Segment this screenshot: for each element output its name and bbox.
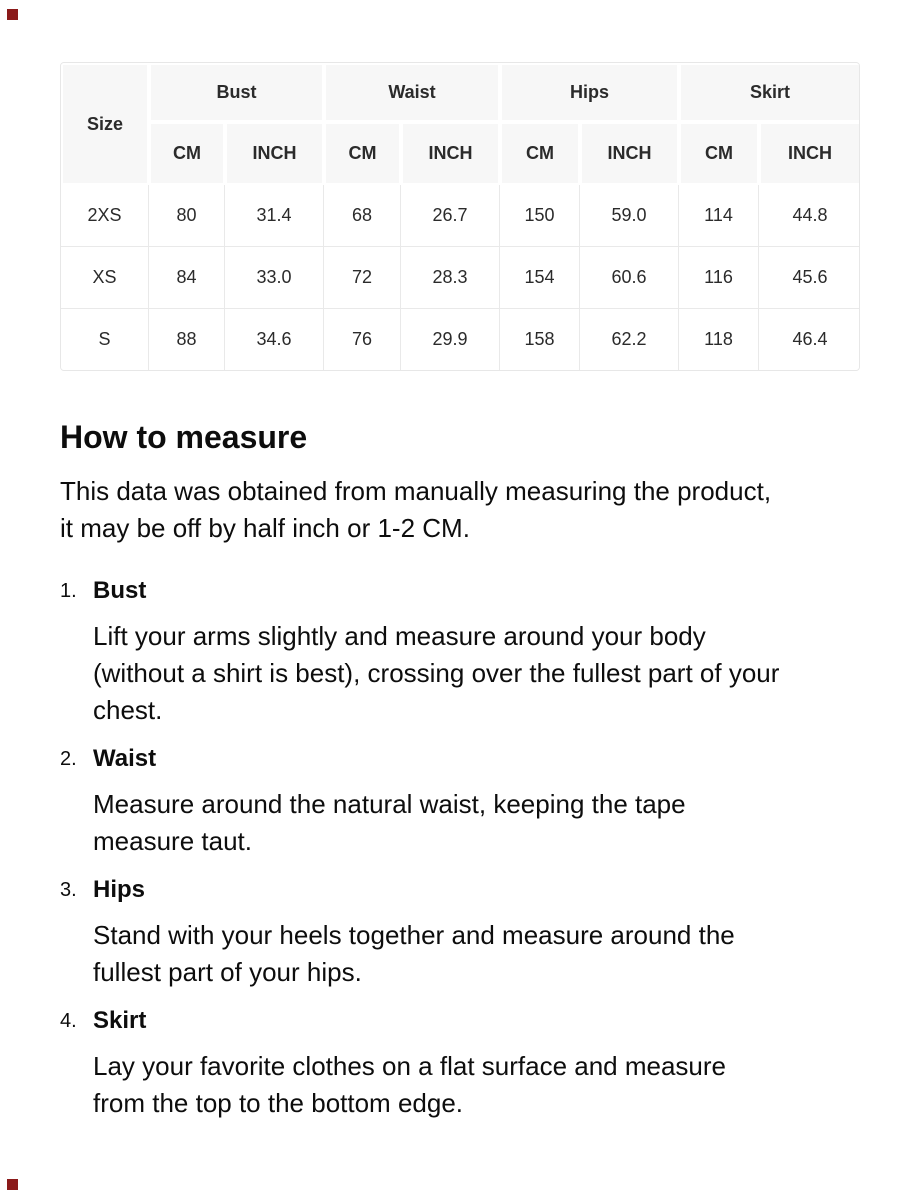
value-cell: 154 (500, 247, 580, 309)
unit-header-inch: INCH (580, 122, 679, 185)
measure-step-hips (60, 874, 860, 991)
table-row-s (61, 309, 860, 370)
measure-step-waist (60, 743, 860, 860)
value-cell: 34.6 (225, 309, 324, 370)
value-cell: 84 (149, 247, 225, 309)
step-title: Waist (93, 745, 157, 772)
column-header-hips: Hips (500, 63, 679, 122)
size-cell: S (61, 309, 149, 370)
value-cell: 68 (324, 185, 401, 247)
step-description: Stand with your heels together and measure around the fullest part of your hips. (93, 920, 735, 987)
step-number: 4. (60, 1010, 77, 1032)
table-row-2xs (61, 185, 860, 247)
step-title: Bust (93, 577, 147, 604)
corner-marker-top (7, 9, 18, 20)
measure-step-bust (60, 575, 860, 729)
intro-line: it may be off by half inch or 1-2 CM. (60, 513, 470, 543)
measure-step-skirt (60, 1005, 860, 1122)
unit-header-cm: CM (500, 122, 580, 185)
step-content (93, 743, 860, 860)
value-cell: 114 (679, 185, 759, 247)
value-cell: 118 (679, 309, 759, 370)
value-cell: 80 (149, 185, 225, 247)
value-cell: 45.6 (759, 247, 860, 309)
column-header-waist: Waist (324, 63, 500, 122)
unit-header-cm: CM (149, 122, 225, 185)
step-content (93, 874, 860, 991)
size-chart (60, 62, 860, 371)
step-description: Measure around the natural waist, keeping the tape measure taut. (93, 789, 686, 856)
measure-intro-text (60, 473, 860, 547)
unit-header-inch: INCH (401, 122, 500, 185)
corner-marker-bottom (7, 1179, 18, 1190)
size-cell: 2XS (61, 185, 149, 247)
unit-header-cm: CM (679, 122, 759, 185)
value-cell: 31.4 (225, 185, 324, 247)
size-cell: XS (61, 247, 149, 309)
value-cell: 88 (149, 309, 225, 370)
unit-header-cm: CM (324, 122, 401, 185)
step-number: 2. (60, 748, 77, 770)
value-cell: 28.3 (401, 247, 500, 309)
unit-header-inch: INCH (759, 122, 860, 185)
step-number: 1. (60, 580, 77, 602)
table-row-xs (61, 247, 860, 309)
value-cell: 76 (324, 309, 401, 370)
value-cell: 44.8 (759, 185, 860, 247)
column-header-skirt: Skirt (679, 63, 860, 122)
value-cell: 26.7 (401, 185, 500, 247)
value-cell: 60.6 (580, 247, 679, 309)
intro-line: This data was obtained from manually measuring the product, (60, 476, 772, 506)
value-cell: 72 (324, 247, 401, 309)
measure-steps-list (60, 575, 860, 1122)
value-cell: 33.0 (225, 247, 324, 309)
step-content (93, 575, 860, 729)
step-title: Hips (93, 876, 146, 903)
value-cell: 46.4 (759, 309, 860, 370)
step-content (93, 1005, 860, 1122)
step-title: Skirt (93, 1007, 147, 1034)
value-cell: 150 (500, 185, 580, 247)
column-header-size: Size (61, 63, 149, 185)
step-description: Lift your arms slightly and measure around your body (without a shirt is best), crossing over the fullest part of your chest. (93, 621, 780, 725)
value-cell: 62.2 (580, 309, 679, 370)
value-cell: 158 (500, 309, 580, 370)
value-cell: 116 (679, 247, 759, 309)
how-to-measure-heading: How to measure (60, 419, 308, 455)
column-header-bust: Bust (149, 63, 324, 122)
value-cell: 29.9 (401, 309, 500, 370)
size-chart-table (61, 63, 860, 370)
step-number: 3. (60, 879, 77, 901)
step-description: Lay your favorite clothes on a flat surface and measure from the top to the bottom edge. (93, 1051, 727, 1118)
value-cell: 59.0 (580, 185, 679, 247)
unit-header-inch: INCH (225, 122, 324, 185)
